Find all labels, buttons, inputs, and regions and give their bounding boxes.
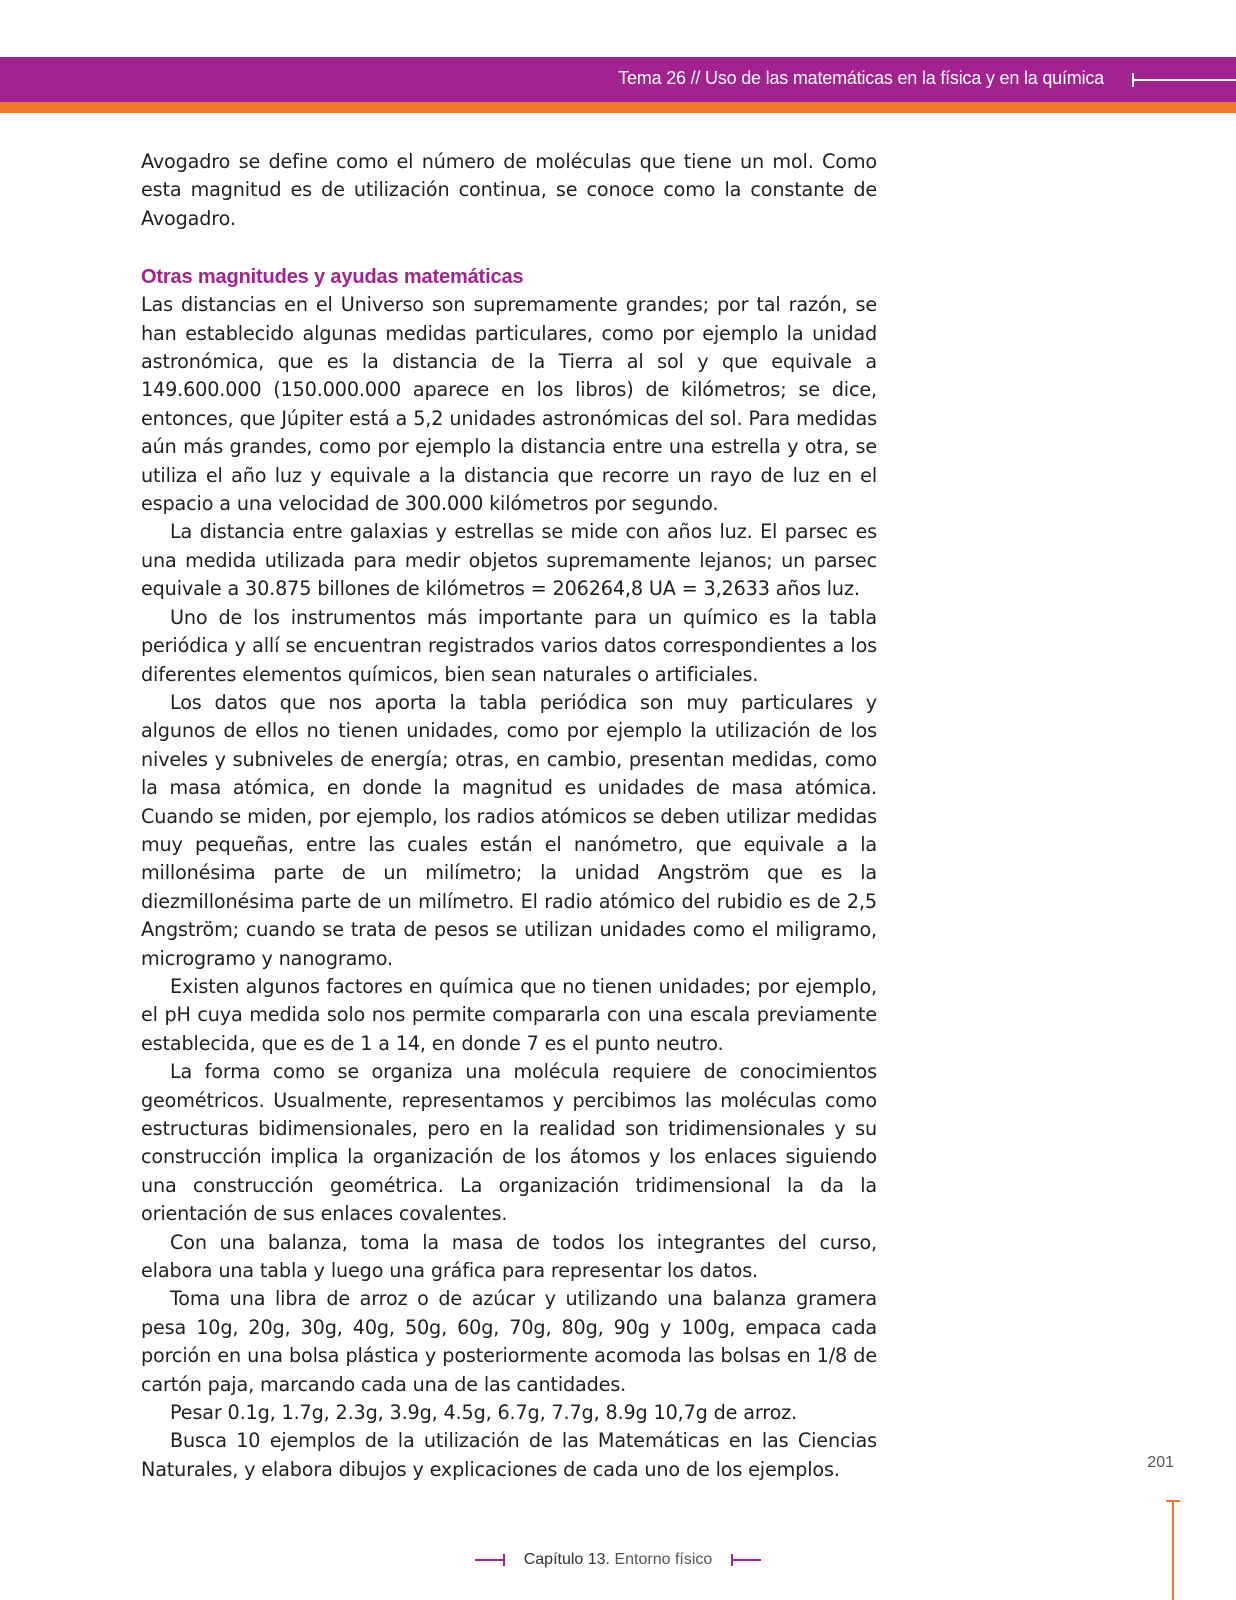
intro-paragraph: Avogadro se define como el número de moléculas que tiene un mol. Como esta magnitud es de utilización continua, se conoce como la constante de Avogadro.	[141, 150, 877, 230]
chapter-name: Entorno físico	[614, 1551, 713, 1568]
page-content	[141, 148, 877, 1484]
paragraph-2: La distancia entre galaxias y estrellas se mide con años luz. El parsec es una medida utilizada para medir objetos supremamente lejanos; un parsec equivale a 30.875 billones de kilómetros = 206264,8 UA = 3,2633 años luz.	[141, 520, 877, 601]
chapter-label: Capítulo 13.	[523, 1551, 610, 1568]
footer-left-dash	[475, 1559, 505, 1561]
paragraph-7: Con una balanza, toma la masa de todos los integrantes del curso, elabora una tabla y luego una gráfica para representar los datos.	[141, 1230, 877, 1283]
footer-right-dash	[731, 1559, 761, 1561]
chapter-footer	[0, 1551, 1236, 1569]
paragraph-4: Los datos que nos aporta la tabla periódica son muy particulares y algunos de ellos no tienen unidades, como por ejemplo la utilización de los niveles y subniveles de energía; otras, en cambio, presentan medidas, como la masa atómica, en donde la magnitud es unidades de masa atómica. Cuando se miden, por ejemplo, los radios atómicos se deben utilizar medidas muy pequeñas, entre las cuales están el nanómetro, que equivale a la millonésima parte de un milímetro; la unidad Angström que es la diezmillonésima parte de un milímetro. El radio atómico del rubidio es de 2,5 Angström; cuando se trata de pesos se utilizan unidades como el miligramo, microgramo y nanogramo.	[141, 690, 877, 970]
page-number: 201	[1147, 1454, 1174, 1471]
header-rule	[1132, 79, 1236, 81]
header-accent-stripe	[0, 102, 1236, 113]
paragraph-6: La forma como se organiza una molécula requiere de conocimientos geométricos. Usualmente, representamos y percibimos las moléculas como estructuras bidimensionales, pero en la realidad son tridimensionales y su construcción implica la organización de los átomos y los enlaces siguiendo una construcción geométrica. La organización tridimensional la da la orientación de sus enlaces covalentes.	[141, 1060, 877, 1226]
paragraph-3: Uno de los instrumentos más importante para un químico es la tabla periódica y allí se encuentran registrados varios datos correspondientes a los diferentes elementos químicos, bien sean naturales o artificiales.	[141, 605, 877, 686]
paragraph-5: Existen algunos factores en química que no tienen unidades; por ejemplo, el pH cuya medida solo nos permite compararla con una escala previamente establecida, que es de 1 a 14, en donde 7 es el punto neutro.	[141, 974, 877, 1055]
paragraph-1: Las distancias en el Universo son supremamente grandes; por tal razón, se han establecido algunas medidas particulares, como por ejemplo la unidad astronómica, que es la distancia de la Tierra al sol y que equivale a 149.600.000 (150.000.000 aparece en los libros) de kilómetros; se dice, entonces, que Júpiter está a 5,2 unidades astronómicas del sol. Para medidas aún más grandes, como por ejemplo la distancia entre una estrella y otra, se utiliza el año luz y equivale a la distancia que recorre un rayo de luz en el espacio a una velocidad de 300.000 kilómetros por segundo.	[141, 293, 877, 516]
paragraph-9: Pesar 0.1g, 1.7g, 2.3g, 3.9g, 4.5g, 6.7g, 7.7g, 8.9g 10,7g de arroz.	[170, 1401, 798, 1425]
topic-title: Tema 26 // Uso de las matemáticas en la física y en la química	[618, 68, 1104, 88]
section-heading: Otras magnitudes y ayudas matemáticas	[141, 266, 524, 289]
paragraph-10: Busca 10 ejemplos de la utilización de las Matemáticas en las Ciencias Naturales, y elabora dibujos y explicaciones de cada uno de los ejemplos.	[141, 1429, 877, 1481]
paragraph-8: Toma una libra de arroz o de azúcar y utilizando una balanza gramera pesa 10g, 20g, 30g, 40g, 50g, 60g, 70g, 80g, 90g y 100g, empaca cada porción en una bolsa plástica y posteriormente acomoda las bolsas en 1/8 de cartón paja, marcando cada una de las cantidades.	[141, 1287, 877, 1396]
